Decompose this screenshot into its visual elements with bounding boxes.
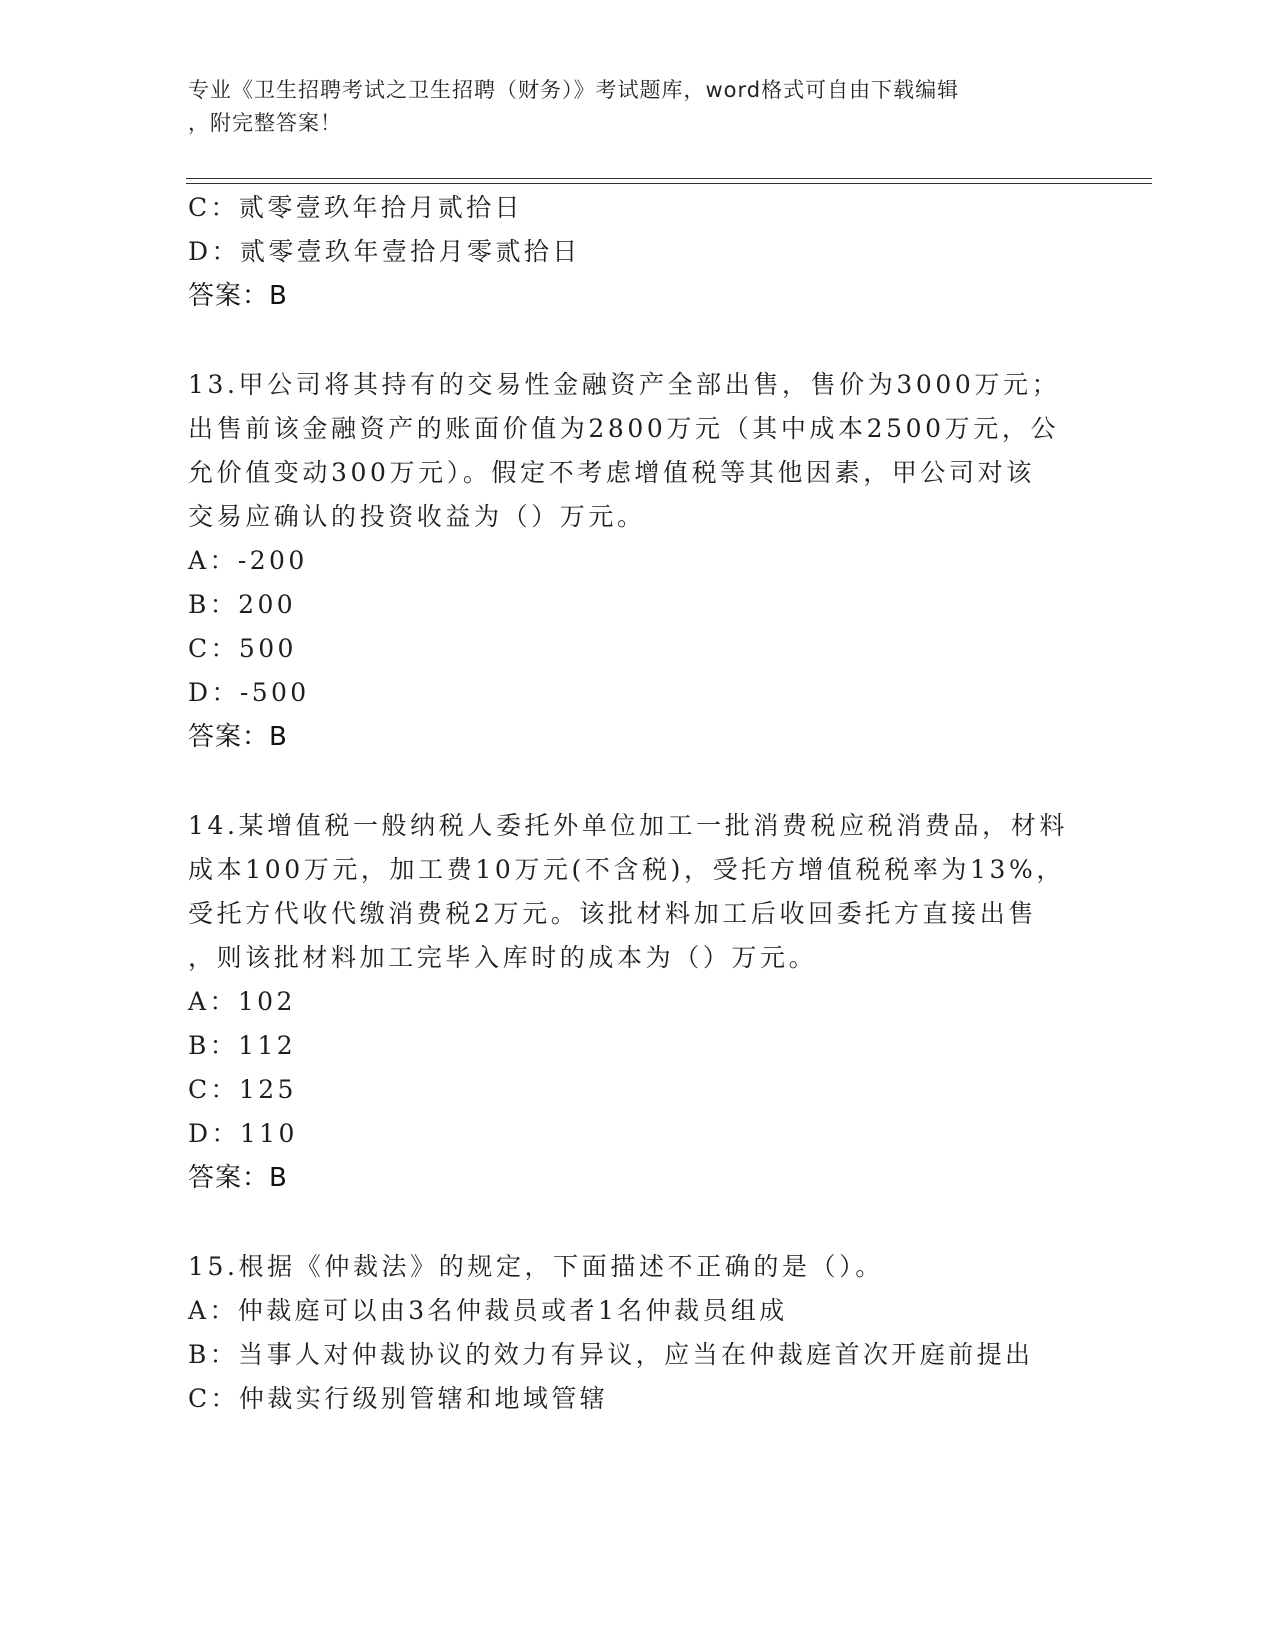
q14-stem-line-4: ，则该批材料加工完毕入库时的成本为（）万元。 xyxy=(188,943,818,972)
q15-option-a: A：仲裁庭可以由3名仲裁员或者1名仲裁员组成 xyxy=(188,1296,788,1325)
q15-stem-line-1: 15.根据《仲裁法》的规定，下面描述不正确的是（）。 xyxy=(188,1252,884,1281)
document-header xyxy=(188,74,1078,140)
q13-stem-line-2: 出售前该金融资产的账面价值为2800万元（其中成本2500万元，公 xyxy=(188,414,1060,443)
q14-option-c: C：125 xyxy=(188,1075,297,1104)
header-divider-bottom xyxy=(186,183,1152,184)
q14-option-b: B：112 xyxy=(188,1031,297,1060)
q14-stem-line-3: 受托方代收代缴消费税2万元。该批材料加工后收回委托方直接出售 xyxy=(188,899,1037,928)
header-line-2: ，附完整答案！ xyxy=(188,111,342,135)
q15-option-c: C：仲裁实行级别管辖和地域管辖 xyxy=(188,1384,609,1413)
q13-option-b: B：200 xyxy=(188,590,297,619)
q13-answer: 答案：B xyxy=(188,722,288,752)
q14-stem-line-1: 14.某增值税一般纳税人委托外单位加工一批消费税应税消费品，材料 xyxy=(188,811,1068,840)
prev-answer: 答案：B xyxy=(188,281,288,311)
q14-answer: 答案：B xyxy=(188,1163,288,1193)
q13-stem-line-1: 13.甲公司将其持有的交易性金融资产全部出售，售价为3000万元； xyxy=(188,370,1061,399)
q13-stem-line-3: 允价值变动300万元）。假定不考虑增值税等其他因素，甲公司对该 xyxy=(188,458,1035,487)
q14-stem-line-2: 成本100万元，加工费10万元(不含税)，受托方增值税税率为13%， xyxy=(188,855,1066,884)
q14-option-d: D：110 xyxy=(188,1119,298,1148)
q14-option-a: A：102 xyxy=(188,987,296,1016)
prev-option-d: D：贰零壹玖年壹拾月零贰拾日 xyxy=(188,237,581,266)
header-divider-top xyxy=(186,178,1152,179)
prev-option-c: C：贰零壹玖年拾月贰拾日 xyxy=(188,193,523,222)
q13-option-d: D：-500 xyxy=(188,678,310,707)
q15-option-b: B：当事人对仲裁协议的效力有异议，应当在仲裁庭首次开庭前提出 xyxy=(188,1340,1034,1369)
header-line-1: 专业《卫生招聘考试之卫生招聘（财务）》考试题库，word格式可自由下载编辑 xyxy=(188,78,960,102)
q13-option-a: A：-200 xyxy=(188,546,308,575)
q13-stem-line-4: 交易应确认的投资收益为（）万元。 xyxy=(188,502,646,531)
q13-option-c: C：500 xyxy=(188,634,297,663)
